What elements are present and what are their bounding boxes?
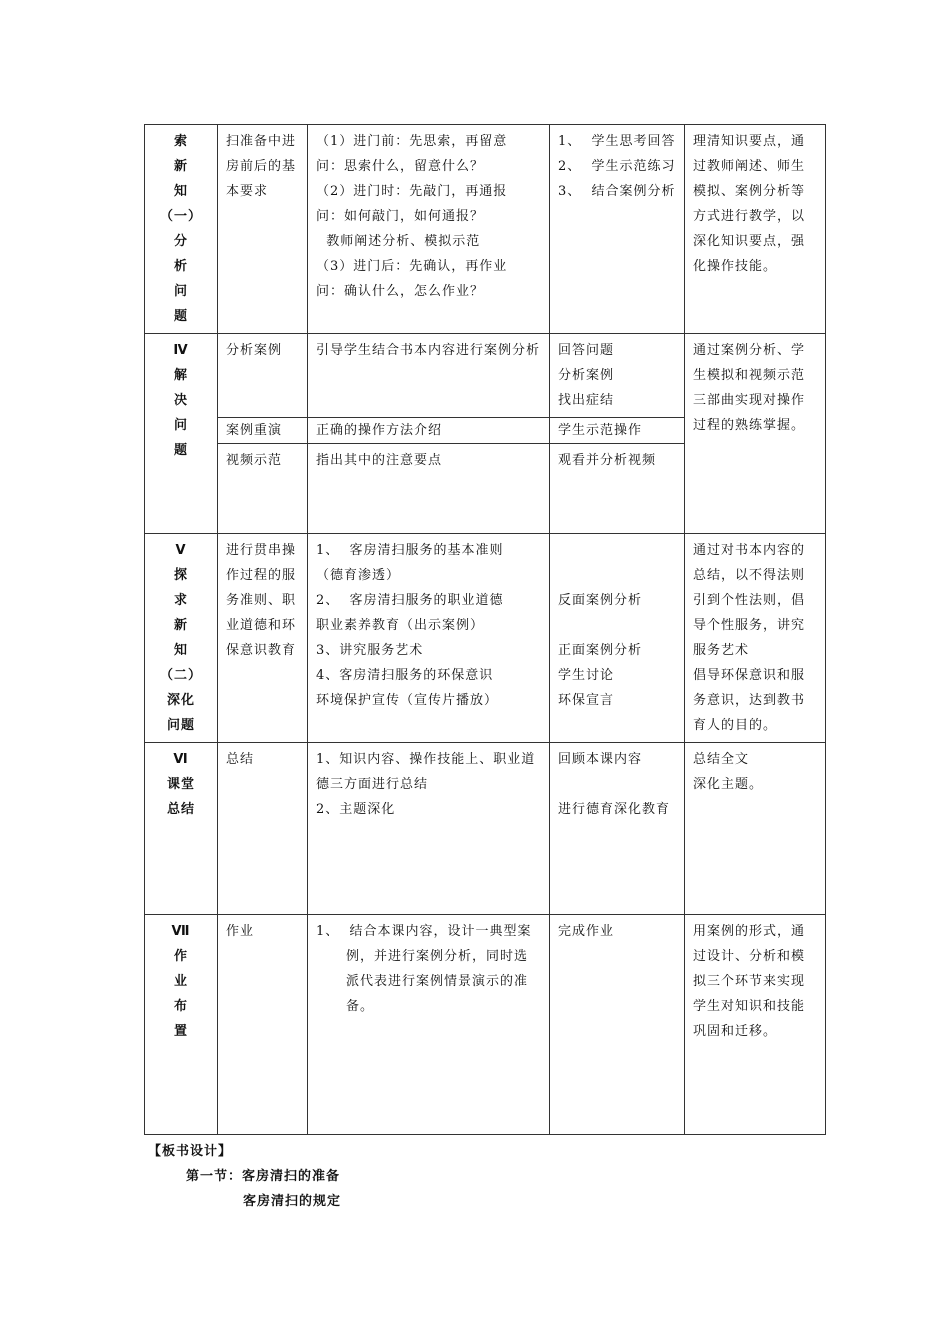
stage-cell: 案例重演 (218, 418, 308, 444)
board-line-1: 第一节：客房清扫的准备 (186, 1169, 341, 1184)
stage-cell: 扫准备中进 房前后的基 本要求 (218, 125, 308, 334)
design-intent-cell: 通过对书本内容的总结，以不得法则引到个性法则，倡导个性服务，讲究服务艺术 倡导环保意识和服务意识，达到教书育人的目的。 (685, 534, 826, 743)
phase-cell: Ⅶ 作 业 布 置 (145, 915, 218, 1135)
student-activity-cell: 完成作业 (550, 915, 685, 1135)
table-row (145, 534, 826, 743)
student-activity-cell: 学生示范操作 (550, 418, 685, 444)
table-row (145, 743, 826, 915)
stage-cell: 视频示范 (218, 444, 308, 534)
design-intent-cell: 理清知识要点，通过教师阐述、师生模拟、案例分析等方式进行教学，以深化知识要点，强化操作技能。 (685, 125, 826, 334)
teacher-activity-cell: 1、 客房清扫服务的基本准则 （德育渗透） 2、 客房清扫服务的职业道德 职业素养教育（出示案例） 3、讲究服务艺术 4、客房清扫服务的环保意识 环境保护宣传（宣传片播放） (308, 534, 550, 743)
teacher-activity-cell: 指出其中的注意要点 (308, 444, 550, 534)
teacher-activity-cell: 1、 结合本课内容，设计一典型案例，并进行案例分析，同时选派代表进行案例情景演示的准备。 (308, 915, 550, 1135)
lesson-plan-table (144, 124, 826, 1135)
table-row (145, 334, 826, 418)
teacher-activity-cell: 1、知识内容、操作技能上、职业道德三方面进行总结 2、主题深化 (308, 743, 550, 915)
teacher-activity-cell: 正确的操作方法介绍 (308, 418, 550, 444)
student-activity-cell: 回答问题 分析案例 找出症结 (550, 334, 685, 418)
teacher-activity-cell: （1）进门前：先思索，再留意 问：思索什么，留意什么？ （2）进门时：先敲门，再通报 问：如何敲门，如何通报？ 教师阐述分析、模拟示范 （3）进门后：先确认，再作业 问：确认什么，怎么作业？ (308, 125, 550, 334)
teacher-activity-cell: 引导学生结合书本内容进行案例分析 (308, 334, 550, 418)
design-intent-cell: 用案例的形式，通过设计、分析和模拟三个环节来实现学生对知识和技能巩固和迁移。 (685, 915, 826, 1135)
table-row (145, 915, 826, 1135)
stage-cell: 进行贯串操作过程的服务准则、职业道德和环保意识教育 (218, 534, 308, 743)
board-line-2: 客房清扫的规定 (243, 1194, 342, 1209)
board-design-heading: 【板书设计】 (148, 1144, 233, 1159)
stage-cell: 总结 (218, 743, 308, 915)
phase-cell: Ⅴ 探 求 新 知 （二） 深化 问题 (145, 534, 218, 743)
stage-cell: 分析案例 (218, 334, 308, 418)
student-activity-cell: 回顾本课内容 进行德育深化教育 (550, 743, 685, 915)
phase-cell: 索 新 知 （一） 分 析 问 题 (145, 125, 218, 334)
phase-cell: Ⅳ 解 决 问 题 (145, 334, 218, 534)
design-intent-cell: 总结全文 深化主题。 (685, 743, 826, 915)
phase-cell: Ⅵ 课堂 总结 (145, 743, 218, 915)
student-activity-cell: 观看并分析视频 (550, 444, 685, 534)
student-activity-cell: 反面案例分析 正面案例分析 学生讨论 环保宣言 (550, 534, 685, 743)
stage-cell: 作业 (218, 915, 308, 1135)
table-row (145, 125, 826, 334)
student-activity-cell: 1、 学生思考回答 2、 学生示范练习 3、 结合案例分析 (550, 125, 685, 334)
design-intent-cell: 通过案例分析、学生模拟和视频示范三部曲实现对操作过程的熟练掌握。 (685, 334, 826, 534)
